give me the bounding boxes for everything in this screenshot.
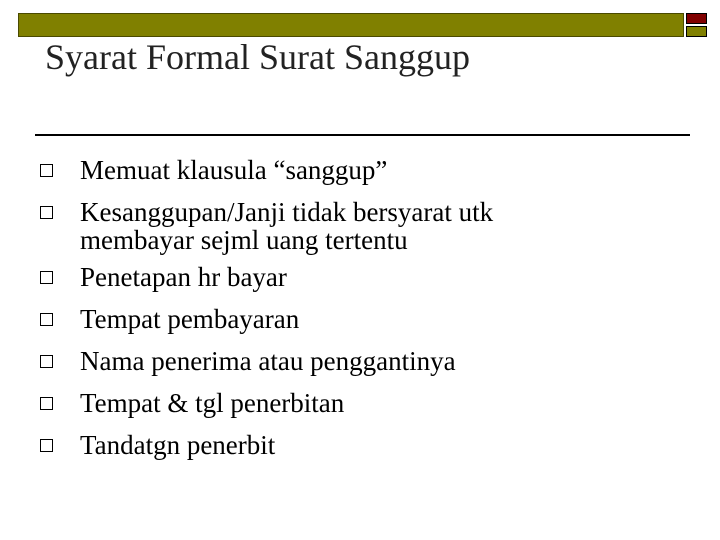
bullet-list bbox=[40, 149, 680, 466]
hollow-square-bullet-icon bbox=[40, 206, 53, 219]
hollow-square-bullet-icon bbox=[40, 313, 53, 326]
hollow-square-bullet-icon bbox=[40, 397, 53, 410]
accent-square-bottom bbox=[686, 26, 707, 37]
list-item bbox=[40, 340, 680, 382]
accent-square-top bbox=[686, 13, 707, 24]
list-item-text: Tempat pembayaran bbox=[80, 304, 300, 334]
hollow-square-bullet-icon bbox=[40, 164, 53, 177]
list-item-continuation: membayar sejml uang tertentu bbox=[80, 225, 408, 255]
list-item-text: Tempat & tgl penerbitan bbox=[80, 388, 345, 418]
list-item-text: Nama penerima atau penggantinya bbox=[80, 346, 456, 376]
list-item-text: Tandatgn penerbit bbox=[80, 430, 276, 460]
list-item bbox=[40, 382, 680, 424]
header-bar bbox=[18, 13, 684, 37]
slide-title: Syarat Formal Surat Sanggup bbox=[45, 37, 470, 77]
list-item bbox=[40, 424, 680, 466]
list-item bbox=[40, 256, 680, 298]
list-item bbox=[40, 191, 680, 256]
list-item-text: Kesanggupan/Janji tidak bersyarat utk bbox=[80, 197, 494, 227]
list-item bbox=[40, 149, 680, 191]
hollow-square-bullet-icon bbox=[40, 439, 53, 452]
list-item-text: Penetapan hr bayar bbox=[80, 262, 287, 292]
hollow-square-bullet-icon bbox=[40, 271, 53, 284]
list-item bbox=[40, 298, 680, 340]
title-divider bbox=[35, 134, 690, 136]
hollow-square-bullet-icon bbox=[40, 355, 53, 368]
list-item-text: Memuat klausula “sanggup” bbox=[80, 155, 388, 185]
